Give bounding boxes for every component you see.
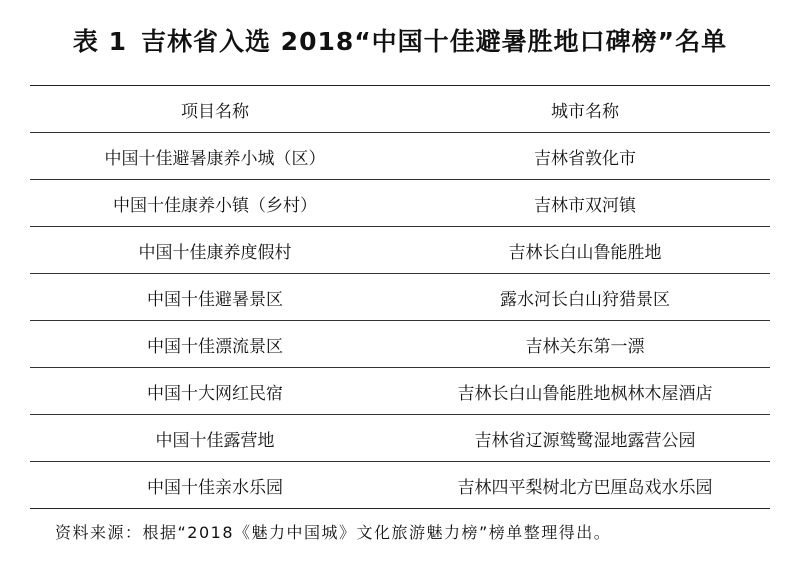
table-header-row xyxy=(30,86,770,133)
table-row xyxy=(30,462,770,509)
column-header-city: 城市名称 xyxy=(400,86,770,133)
project-name-cell: 中国十佳露营地 xyxy=(30,415,400,462)
city-name-cell: 吉林省辽源鹫鹭湿地露营公园 xyxy=(400,415,770,462)
table-title xyxy=(0,22,800,58)
city-name-cell: 吉林省敦化市 xyxy=(400,133,770,180)
table-title-text: 吉林省入选 2018“中国十佳避暑胜地口碑榜”名单 xyxy=(140,27,728,56)
table-row xyxy=(30,415,770,462)
table-row xyxy=(30,133,770,180)
city-name-cell: 吉林长白山鲁能胜地枫林木屋酒店 xyxy=(400,368,770,415)
city-name-cell: 吉林长白山鲁能胜地 xyxy=(400,227,770,274)
project-name-cell: 中国十佳亲水乐园 xyxy=(30,462,400,509)
table-row xyxy=(30,321,770,368)
selection-table xyxy=(30,85,770,509)
table-row xyxy=(30,274,770,321)
project-name-cell: 中国十佳康养小镇（乡村） xyxy=(30,180,400,227)
city-name-cell: 吉林市双河镇 xyxy=(400,180,770,227)
project-name-cell: 中国十佳避暑康养小城（区） xyxy=(30,133,400,180)
project-name-cell: 中国十佳康养度假村 xyxy=(30,227,400,274)
table-row xyxy=(30,368,770,415)
column-header-project: 项目名称 xyxy=(30,86,400,133)
city-name-cell: 吉林四平梨树北方巴厘岛戏水乐园 xyxy=(400,462,770,509)
table-row xyxy=(30,227,770,274)
project-name-cell: 中国十佳漂流景区 xyxy=(30,321,400,368)
table-number: 表 1 xyxy=(72,27,127,56)
project-name-cell: 中国十大网红民宿 xyxy=(30,368,400,415)
table-row xyxy=(30,180,770,227)
city-name-cell: 露水河长白山狩猎景区 xyxy=(400,274,770,321)
source-note: 资料来源：根据“2018《魅力中国城》文化旅游魅力榜”榜单整理得出。 xyxy=(55,523,612,542)
city-name-cell: 吉林关东第一漂 xyxy=(400,321,770,368)
project-name-cell: 中国十佳避暑景区 xyxy=(30,274,400,321)
